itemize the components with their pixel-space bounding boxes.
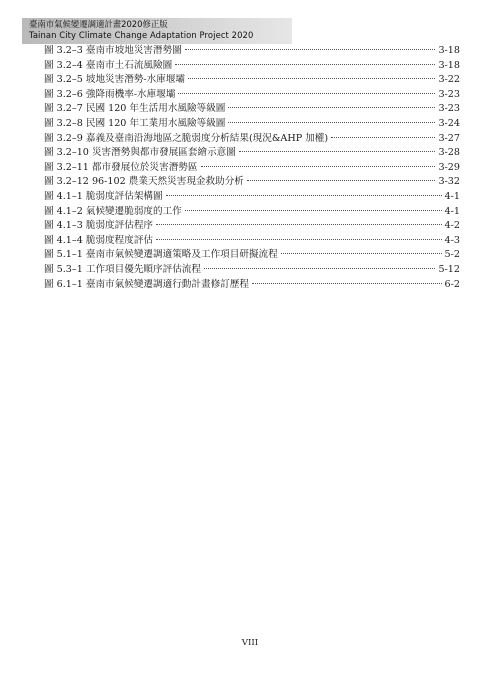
toc-entry-page: 6-2	[444, 278, 460, 290]
dot-leader	[281, 253, 442, 254]
toc-entry-label: 圖 4.1–3 脆弱度評估程序	[44, 220, 154, 232]
page-number: VIII	[241, 638, 259, 648]
dot-leader	[188, 78, 435, 79]
dot-leader	[247, 180, 436, 181]
toc-entry-label: 圖 4.1–4 脆弱度程度評估	[44, 234, 154, 246]
toc-entry[interactable]	[44, 146, 460, 161]
dot-leader	[156, 239, 442, 240]
dot-leader	[178, 93, 435, 94]
header-title: 臺南市氣候變遷調適計畫2020修正版	[29, 19, 168, 29]
toc-entry-label: 圖 3.2–4 臺南市土石流風險圖	[44, 59, 173, 71]
dot-leader	[175, 64, 435, 65]
dot-leader	[331, 137, 435, 138]
toc-entry[interactable]	[44, 278, 460, 293]
toc-entry-page: 4-3	[444, 234, 460, 246]
dot-leader	[185, 49, 436, 50]
toc-entry-page: 3-28	[438, 147, 460, 159]
toc-entry[interactable]	[44, 205, 460, 220]
toc-entry-page: 3-29	[438, 161, 460, 173]
toc-entry-page: 3-24	[438, 117, 460, 129]
dot-leader	[252, 283, 442, 284]
toc-entry[interactable]	[44, 219, 460, 234]
toc-entry-label: 圖 3.2–5 坡地災害潛勢-水庫堰壩	[44, 74, 186, 86]
table-of-figures	[44, 44, 460, 292]
toc-entry[interactable]	[44, 175, 460, 190]
toc-entry-page: 3-23	[438, 103, 460, 115]
dot-leader	[228, 122, 435, 123]
toc-entry-label: 圖 3.2–10 災害潛勢與都市發展區套繪示意圖	[44, 147, 236, 159]
dot-leader	[156, 224, 442, 225]
toc-entry-page: 3-18	[438, 59, 460, 71]
toc-entry[interactable]	[44, 161, 460, 176]
toc-entry-label: 圖 6.1–1 臺南市氣候變遷調適行動計畫修訂歷程	[44, 278, 249, 290]
toc-entry[interactable]	[44, 117, 460, 132]
toc-entry[interactable]	[44, 73, 460, 88]
toc-entry[interactable]	[44, 59, 460, 74]
toc-entry-page: 3-22	[438, 74, 460, 86]
toc-entry-label: 圖 3.2–8 民國 120 年工業用水風險等級圖	[44, 117, 226, 129]
header-subtitle: Tainan City Climate Change Adaptation Project 2020	[29, 30, 254, 40]
running-header	[29, 19, 299, 41]
toc-entry[interactable]	[44, 190, 460, 205]
toc-entry-page: 5-2	[444, 249, 460, 261]
toc-entry-page: 4-1	[444, 205, 460, 217]
dot-leader	[185, 210, 442, 211]
toc-entry-page: 4-2	[444, 220, 460, 232]
toc-entry-page: 3-32	[438, 176, 460, 188]
toc-entry-label: 圖 5.3–1 工作項目優先順序評估流程	[44, 263, 201, 275]
toc-entry-page: 5-12	[438, 263, 460, 275]
dot-leader	[201, 166, 436, 167]
toc-entry-page: 3-18	[438, 45, 460, 56]
toc-entry-label: 圖 3.2–7 民國 120 年生活用水風險等級圖	[44, 103, 226, 115]
toc-entry[interactable]	[44, 132, 460, 147]
dot-leader	[239, 151, 436, 152]
dot-leader	[228, 107, 435, 108]
toc-entry-page: 3-23	[438, 88, 460, 100]
dot-leader	[166, 195, 442, 196]
toc-entry[interactable]	[44, 248, 460, 263]
toc-entry[interactable]	[44, 263, 460, 278]
toc-entry-label: 圖 4.1–1 脆弱度評估架構圖	[44, 190, 163, 202]
toc-entry-label: 圖 3.2–6 強降雨機率-水庫堰壩	[44, 88, 176, 100]
toc-entry-page: 3-27	[438, 132, 460, 144]
toc-entry-label: 圖 3.2–11 都市發展位於災害潛勢區	[44, 161, 198, 173]
dot-leader	[204, 268, 435, 269]
toc-entry[interactable]	[44, 102, 460, 117]
toc-entry-label: 圖 3.2–3 臺南市坡地災害潛勢圖	[44, 45, 182, 56]
toc-entry[interactable]	[44, 44, 460, 59]
toc-entry-page: 4-1	[444, 190, 460, 202]
toc-entry-label: 圖 4.1–2 氣候變遷脆弱度的工作	[44, 205, 182, 217]
toc-entry[interactable]	[44, 234, 460, 249]
toc-entry-label: 圖 5.1–1 臺南市氣候變遷調適策略及工作項目研擬流程	[44, 249, 278, 261]
toc-entry-label: 圖 3.2–9 嘉義及臺南沿海地區之脆弱度分析結果(現況&AHP 加權)	[44, 132, 329, 144]
toc-entry-label: 圖 3.2–12 96-102 農業天然災害現金救助分析	[44, 176, 244, 188]
toc-entry[interactable]	[44, 88, 460, 103]
